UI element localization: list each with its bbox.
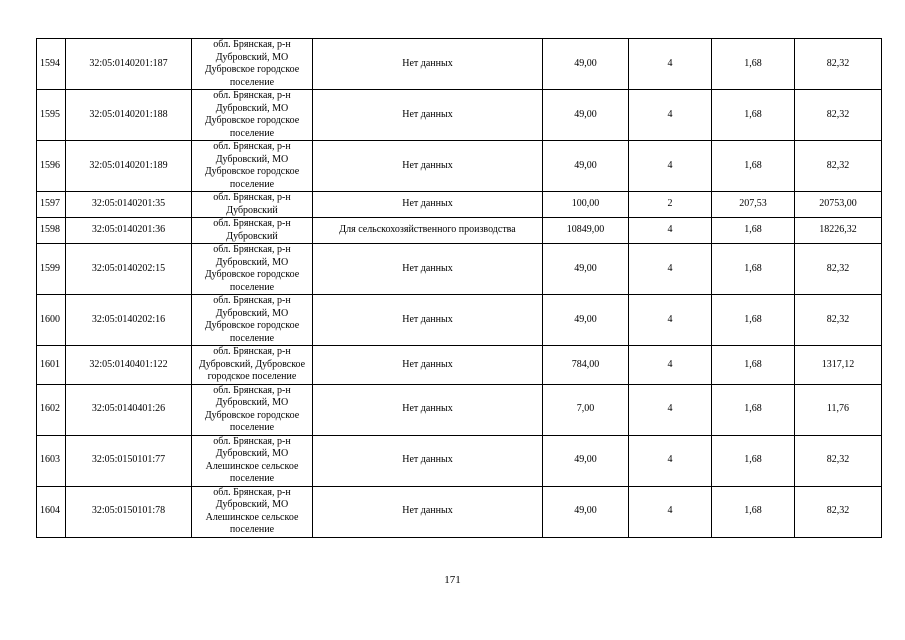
permitted-use-cell: Нет данных [313, 295, 543, 346]
rate-cell: 1,68 [712, 244, 795, 295]
address-cell: обл. Брянская, р-н Дубровский, МО Алешинское сельское поселение [192, 486, 313, 537]
document-page [36, 38, 882, 538]
value-cell: 20753,00 [795, 192, 882, 218]
permitted-use-cell: Нет данных [313, 486, 543, 537]
permitted-use-cell: Нет данных [313, 346, 543, 385]
group-cell: 4 [629, 244, 712, 295]
permitted-use-cell: Нет данных [313, 244, 543, 295]
rate-cell: 1,68 [712, 141, 795, 192]
page-number: 171 [444, 574, 461, 586]
land-plots-table [36, 38, 882, 538]
group-cell: 4 [629, 346, 712, 385]
rate-cell: 1,68 [712, 39, 795, 90]
rate-cell: 1,68 [712, 384, 795, 435]
row-number-cell: 1595 [37, 90, 66, 141]
permitted-use-cell: Нет данных [313, 384, 543, 435]
rate-cell: 207,53 [712, 192, 795, 218]
group-cell: 4 [629, 90, 712, 141]
area-cell: 7,00 [543, 384, 629, 435]
address-cell: обл. Брянская, р-н Дубровский, МО Алешинское сельское поселение [192, 435, 313, 486]
permitted-use-cell: Нет данных [313, 90, 543, 141]
cadastral-number-cell: 32:05:0140201:188 [66, 90, 192, 141]
area-cell: 784,00 [543, 346, 629, 385]
row-number-cell: 1597 [37, 192, 66, 218]
area-cell: 49,00 [543, 141, 629, 192]
table-row [37, 435, 882, 486]
table-row [37, 218, 882, 244]
row-number-cell: 1594 [37, 39, 66, 90]
value-cell: 11,76 [795, 384, 882, 435]
group-cell: 4 [629, 486, 712, 537]
table-row [37, 295, 882, 346]
table-row [37, 39, 882, 90]
table-row [37, 346, 882, 385]
cadastral-number-cell: 32:05:0140201:187 [66, 39, 192, 90]
area-cell: 49,00 [543, 295, 629, 346]
address-cell: обл. Брянская, р-н Дубровский, МО Дубровское городское поселение [192, 90, 313, 141]
group-cell: 4 [629, 384, 712, 435]
table-row [37, 90, 882, 141]
row-number-cell: 1601 [37, 346, 66, 385]
row-number-cell: 1599 [37, 244, 66, 295]
row-number-cell: 1603 [37, 435, 66, 486]
table-row [37, 384, 882, 435]
group-cell: 4 [629, 141, 712, 192]
cadastral-number-cell: 32:05:0140202:15 [66, 244, 192, 295]
area-cell: 49,00 [543, 90, 629, 141]
table-row [37, 486, 882, 537]
permitted-use-cell: Нет данных [313, 435, 543, 486]
value-cell: 82,32 [795, 39, 882, 90]
address-cell: обл. Брянская, р-н Дубровский, МО Дубровское городское поселение [192, 244, 313, 295]
address-cell: обл. Брянская, р-н Дубровский [192, 218, 313, 244]
cadastral-number-cell: 32:05:0140401:26 [66, 384, 192, 435]
cadastral-number-cell: 32:05:0140201:36 [66, 218, 192, 244]
group-cell: 4 [629, 39, 712, 90]
cadastral-number-cell: 32:05:0140401:122 [66, 346, 192, 385]
permitted-use-cell: Нет данных [313, 141, 543, 192]
row-number-cell: 1598 [37, 218, 66, 244]
table-row [37, 192, 882, 218]
cadastral-number-cell: 32:05:0140201:35 [66, 192, 192, 218]
table-row [37, 141, 882, 192]
address-cell: обл. Брянская, р-н Дубровский, Дубровское городское поселение [192, 346, 313, 385]
group-cell: 2 [629, 192, 712, 218]
row-number-cell: 1604 [37, 486, 66, 537]
rate-cell: 1,68 [712, 218, 795, 244]
value-cell: 18226,32 [795, 218, 882, 244]
cadastral-number-cell: 32:05:0150101:77 [66, 435, 192, 486]
value-cell: 82,32 [795, 295, 882, 346]
area-cell: 10849,00 [543, 218, 629, 244]
row-number-cell: 1600 [37, 295, 66, 346]
cadastral-number-cell: 32:05:0150101:78 [66, 486, 192, 537]
area-cell: 49,00 [543, 435, 629, 486]
address-cell: обл. Брянская, р-н Дубровский, МО Дубровское городское поселение [192, 295, 313, 346]
permitted-use-cell: Для сельскохозяйственного производства [313, 218, 543, 244]
value-cell: 82,32 [795, 244, 882, 295]
permitted-use-cell: Нет данных [313, 39, 543, 90]
row-number-cell: 1602 [37, 384, 66, 435]
rate-cell: 1,68 [712, 435, 795, 486]
table-row [37, 244, 882, 295]
value-cell: 82,32 [795, 435, 882, 486]
rate-cell: 1,68 [712, 346, 795, 385]
address-cell: обл. Брянская, р-н Дубровский, МО Дубровское городское поселение [192, 141, 313, 192]
cadastral-number-cell: 32:05:0140201:189 [66, 141, 192, 192]
rate-cell: 1,68 [712, 90, 795, 141]
area-cell: 49,00 [543, 486, 629, 537]
group-cell: 4 [629, 435, 712, 486]
group-cell: 4 [629, 295, 712, 346]
address-cell: обл. Брянская, р-н Дубровский [192, 192, 313, 218]
area-cell: 49,00 [543, 39, 629, 90]
address-cell: обл. Брянская, р-н Дубровский, МО Дубровское городское поселение [192, 384, 313, 435]
value-cell: 82,32 [795, 141, 882, 192]
permitted-use-cell: Нет данных [313, 192, 543, 218]
rate-cell: 1,68 [712, 295, 795, 346]
address-cell: обл. Брянская, р-н Дубровский, МО Дубровское городское поселение [192, 39, 313, 90]
row-number-cell: 1596 [37, 141, 66, 192]
area-cell: 49,00 [543, 244, 629, 295]
area-cell: 100,00 [543, 192, 629, 218]
table-body [37, 39, 882, 538]
group-cell: 4 [629, 218, 712, 244]
rate-cell: 1,68 [712, 486, 795, 537]
value-cell: 82,32 [795, 90, 882, 141]
value-cell: 82,32 [795, 486, 882, 537]
cadastral-number-cell: 32:05:0140202:16 [66, 295, 192, 346]
value-cell: 1317,12 [795, 346, 882, 385]
